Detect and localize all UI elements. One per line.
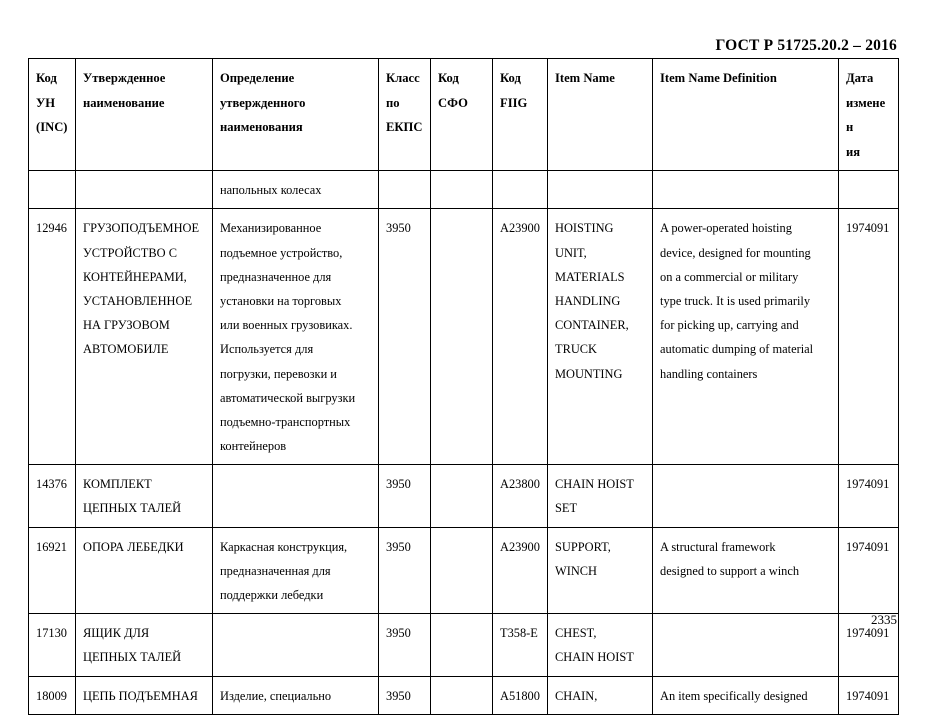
gost-table-container bbox=[28, 58, 898, 715]
cell-sfo bbox=[431, 527, 493, 614]
column-header-line: наименование bbox=[83, 95, 165, 110]
page-number: 2335 bbox=[871, 612, 897, 627]
cell-name bbox=[76, 465, 213, 527]
cell-fiig bbox=[493, 676, 548, 714]
cell-ekps bbox=[379, 171, 431, 209]
cell-line: A23900 bbox=[500, 539, 540, 554]
cell-line: 12946 bbox=[36, 221, 67, 236]
cell-line: for picking up, carrying and bbox=[660, 318, 799, 333]
cell-def bbox=[213, 527, 379, 614]
cell-ekps bbox=[379, 209, 431, 465]
cell-iname bbox=[548, 465, 653, 527]
cell-line: An item specifically designed bbox=[660, 688, 808, 703]
cell-line: WINCH bbox=[555, 563, 597, 578]
standard-header: ГОСТ Р 51725.20.2 – 2016 bbox=[715, 37, 897, 54]
cell-def bbox=[213, 209, 379, 465]
cell-line: предназначенная для bbox=[220, 563, 331, 578]
cell-line: 3950 bbox=[386, 477, 411, 492]
cell-line: 3950 bbox=[386, 221, 411, 236]
column-header-ekps bbox=[379, 59, 431, 171]
column-header-idef bbox=[653, 59, 839, 171]
cell-line: 1974091 bbox=[846, 688, 890, 703]
cell-line: ОПОРА ЛЕБЕДКИ bbox=[83, 539, 184, 554]
cell-line: type truck. It is used primarily bbox=[660, 293, 811, 308]
cell-line: 3950 bbox=[386, 688, 411, 703]
cell-line: НА ГРУЗОВОМ bbox=[83, 318, 170, 333]
column-header-name bbox=[76, 59, 213, 171]
column-header-date bbox=[839, 59, 899, 171]
cell-line: погрузки, перевозки и bbox=[220, 366, 337, 381]
cell-fiig bbox=[493, 465, 548, 527]
cell-line: или военных грузовиках. bbox=[220, 318, 353, 333]
cell-def bbox=[213, 676, 379, 714]
cell-line: A23900 bbox=[500, 221, 540, 236]
column-header-line: ЕКПС bbox=[386, 120, 423, 135]
cell-inc bbox=[29, 614, 76, 676]
cell-iname bbox=[548, 614, 653, 676]
column-header-sfo bbox=[431, 59, 493, 171]
column-header-def bbox=[213, 59, 379, 171]
column-header-line: Класс bbox=[386, 71, 420, 85]
cell-line: ЯЩИК ДЛЯ bbox=[83, 626, 150, 641]
cell-sfo bbox=[431, 676, 493, 714]
cell-line: 16921 bbox=[36, 539, 67, 554]
column-header-line: утвержденного bbox=[220, 95, 306, 110]
cell-line: 1974091 bbox=[846, 539, 890, 554]
cell-idef bbox=[653, 465, 839, 527]
cell-line: 1974091 bbox=[846, 477, 890, 492]
cell-name bbox=[76, 527, 213, 614]
cell-line: HOISTING bbox=[555, 221, 614, 236]
column-header-iname bbox=[548, 59, 653, 171]
cell-sfo bbox=[431, 614, 493, 676]
cell-line: 1974091 bbox=[846, 626, 890, 641]
table-row bbox=[29, 209, 899, 465]
column-header-line: УН bbox=[36, 95, 56, 110]
cell-ekps bbox=[379, 465, 431, 527]
column-header-line: FIIG bbox=[500, 95, 528, 110]
column-header-line: ия bbox=[846, 144, 861, 159]
cell-name bbox=[76, 614, 213, 676]
column-header-line: Код bbox=[36, 71, 57, 85]
table-body bbox=[29, 171, 899, 715]
table-row bbox=[29, 465, 899, 527]
cell-line: УСТАНОВЛЕННОЕ bbox=[83, 293, 193, 308]
cell-sfo bbox=[431, 171, 493, 209]
cell-idef bbox=[653, 527, 839, 614]
cell-line: ЦЕПНЫХ ТАЛЕЙ bbox=[83, 650, 182, 665]
column-header-line: (INC) bbox=[36, 120, 68, 135]
column-header-fiig bbox=[493, 59, 548, 171]
cell-def bbox=[213, 171, 379, 209]
column-header-line: наименования bbox=[220, 120, 303, 135]
column-header-line: изменен bbox=[846, 95, 886, 135]
cell-line: контейнеров bbox=[220, 439, 287, 454]
cell-line: поддержки лебедки bbox=[220, 588, 324, 602]
cell-line: 17130 bbox=[36, 626, 67, 641]
cell-inc bbox=[29, 527, 76, 614]
cell-line: ЦЕПЬ ПОДЪЕМНАЯ bbox=[83, 688, 198, 703]
cell-line: АВТОМОБИЛЕ bbox=[83, 342, 169, 357]
column-header-line: Код bbox=[438, 71, 459, 85]
table-row bbox=[29, 527, 899, 614]
column-header-line: СФО bbox=[438, 95, 468, 110]
cell-idef bbox=[653, 209, 839, 465]
cell-date bbox=[839, 676, 899, 714]
column-header-line: Item Name Definition bbox=[660, 71, 777, 85]
table-row bbox=[29, 614, 899, 676]
cell-date bbox=[839, 465, 899, 527]
table-row-continuation bbox=[29, 171, 899, 209]
cell-line: on a commercial or military bbox=[660, 269, 799, 284]
column-header-line: Код bbox=[500, 71, 521, 85]
cell-sfo bbox=[431, 465, 493, 527]
cell-line: установки на торговых bbox=[220, 293, 342, 308]
cell-line: device, designed for mounting bbox=[660, 245, 811, 260]
cell-line: A51800 bbox=[500, 688, 540, 703]
cell-name bbox=[76, 676, 213, 714]
cell-line: handling containers bbox=[660, 366, 758, 381]
cell-line: automatic dumping of material bbox=[660, 342, 814, 357]
item-name-table bbox=[28, 58, 899, 715]
cell-def bbox=[213, 614, 379, 676]
table-row bbox=[29, 676, 899, 714]
cell-date bbox=[839, 171, 899, 209]
cell-line: UNIT, bbox=[555, 245, 587, 260]
cell-line: УСТРОЙСТВО С bbox=[83, 245, 177, 260]
cell-line: КОМПЛЕКТ bbox=[83, 477, 152, 492]
cell-date bbox=[839, 527, 899, 614]
cell-line: A structural framework bbox=[660, 539, 776, 554]
cell-line: TRUCK bbox=[555, 342, 597, 357]
column-header-inc bbox=[29, 59, 76, 171]
cell-line: MOUNTING bbox=[555, 366, 623, 381]
cell-iname bbox=[548, 676, 653, 714]
cell-fiig bbox=[493, 614, 548, 676]
cell-inc bbox=[29, 209, 76, 465]
cell-line: CONTAINER, bbox=[555, 318, 629, 333]
cell-line: ГРУЗОПОДЪЕМНОЕ bbox=[83, 221, 200, 236]
cell-line: 14376 bbox=[36, 477, 67, 492]
cell-line: подъемное устройство, bbox=[220, 245, 343, 260]
cell-idef bbox=[653, 171, 839, 209]
cell-sfo bbox=[431, 209, 493, 465]
cell-line: SET bbox=[555, 501, 578, 516]
cell-fiig bbox=[493, 171, 548, 209]
cell-idef bbox=[653, 676, 839, 714]
cell-line: 1974091 bbox=[846, 221, 890, 236]
column-header-line: Item Name bbox=[555, 71, 615, 85]
cell-line: 3950 bbox=[386, 626, 411, 641]
cell-name bbox=[76, 171, 213, 209]
cell-ekps bbox=[379, 527, 431, 614]
cell-line: CHEST, bbox=[555, 626, 597, 641]
cell-line: Изделие, специально bbox=[220, 688, 332, 703]
cell-line: автоматической выгрузки bbox=[220, 390, 356, 405]
cell-line: T358-E bbox=[500, 626, 538, 641]
cell-iname bbox=[548, 209, 653, 465]
cell-line: MATERIALS bbox=[555, 269, 625, 284]
cell-def bbox=[213, 465, 379, 527]
cell-line: CHAIN HOIST bbox=[555, 477, 634, 492]
cell-ekps bbox=[379, 614, 431, 676]
cell-line: подъемно-транспортных bbox=[220, 414, 351, 429]
cell-inc bbox=[29, 676, 76, 714]
column-header-line: Определение bbox=[220, 71, 295, 85]
cell-inc bbox=[29, 171, 76, 209]
cell-line: Используется для bbox=[220, 342, 314, 357]
cell-inc bbox=[29, 465, 76, 527]
column-header-line: по bbox=[386, 95, 400, 110]
cell-line: SUPPORT, bbox=[555, 539, 611, 554]
cell-line: Механизированное bbox=[220, 221, 322, 236]
cell-ekps bbox=[379, 676, 431, 714]
table-header bbox=[29, 59, 899, 171]
cell-name bbox=[76, 209, 213, 465]
cell-line: предназначенное для bbox=[220, 269, 332, 284]
cell-line: A23800 bbox=[500, 477, 540, 492]
cell-line: HANDLING bbox=[555, 293, 621, 308]
cell-line: напольных колесах bbox=[220, 183, 322, 198]
cell-line: 3950 bbox=[386, 539, 411, 554]
cell-date bbox=[839, 209, 899, 465]
cell-line: A power-operated hoisting bbox=[660, 221, 792, 236]
cell-idef bbox=[653, 614, 839, 676]
cell-line: designed to support a winch bbox=[660, 563, 800, 578]
column-header-line: Утвержденное bbox=[83, 71, 166, 85]
table-header-row bbox=[29, 59, 899, 171]
cell-iname bbox=[548, 171, 653, 209]
column-header-line: Дата bbox=[846, 71, 874, 85]
cell-line: Каркасная конструкция, bbox=[220, 539, 348, 554]
cell-iname bbox=[548, 527, 653, 614]
cell-fiig bbox=[493, 209, 548, 465]
cell-fiig bbox=[493, 527, 548, 614]
cell-line: CHAIN HOIST bbox=[555, 650, 634, 665]
cell-line: КОНТЕЙНЕРАМИ, bbox=[83, 269, 187, 284]
cell-line: CHAIN, bbox=[555, 688, 598, 703]
cell-line: 18009 bbox=[36, 688, 67, 703]
cell-line: ЦЕПНЫХ ТАЛЕЙ bbox=[83, 501, 182, 516]
